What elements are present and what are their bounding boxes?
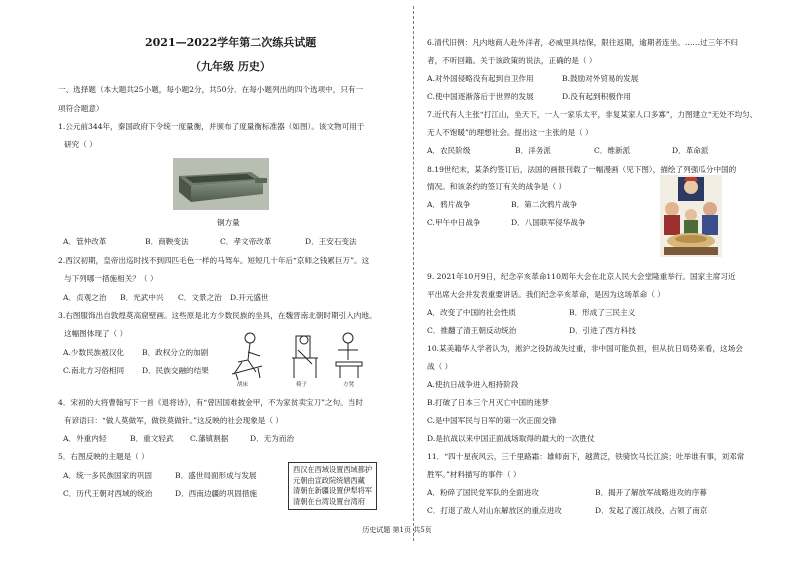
fig-label-3: 方凳 (343, 382, 355, 388)
q4-stem: 4．宋初的大将曹翰写下一首《退将诗》，有“曾因国难披金甲，不为家贫卖宝刀”之句。当时 (58, 398, 363, 407)
q7-option-a[interactable]: A．农民阶级 (427, 146, 471, 155)
q11-stem-cont: 胜军。”材料描写的事件（ ） (427, 470, 521, 479)
q8-option-a[interactable]: A．鸦片战争 (427, 200, 471, 209)
q7-option-b[interactable]: B．洋务派 (515, 146, 551, 155)
q9-option-b[interactable]: B．形成了三民主义 (569, 308, 636, 317)
q11-option-c[interactable]: C．打退了敌人对山东解放区的重点进攻 (427, 506, 562, 515)
q1-option-d[interactable]: D．王安石变法 (305, 237, 357, 246)
q3-stem: 3.右图服饰出自敦煌莫高窟壁画。这些原是北方少数民族的坐具，在魏晋南北朝时期引入内地。 (58, 311, 377, 320)
q1-caption: 铜方量 (217, 218, 240, 227)
q4-stem-cont: 有谚语曰：“做人莫做军，做铁莫做针。”这反映的社会现象是（ ） (64, 416, 283, 425)
q10-option-c[interactable]: C.是中国军民与日军的第一次正面交锋 (427, 416, 557, 425)
q2-stem-cont: 与下列哪一措施相关？（ ） (64, 274, 158, 283)
q10-stem: 10.某美籍华人学者认为，淞沪之役防战失过重，非中国可能负担，但从抗日局势来看，这场会 (427, 344, 743, 353)
page-title: 2021—2022学年第二次练兵试题 (145, 36, 317, 49)
q9-stem: 9. 2021年10月9日，纪念辛亥革命110周年大会在北京人民大会堂隆重举行。国家主席习近 (427, 272, 736, 281)
q1-option-c[interactable]: C．孝文帝改革 (220, 237, 272, 246)
q10-option-a[interactable]: A.使抗日战争进入相持阶段 (427, 380, 519, 389)
q3-option-b[interactable]: B．政权分立的加剧 (142, 348, 209, 357)
dunhuang-furniture-figure (228, 330, 378, 388)
q5-option-b[interactable]: B．盛世局面形成与发展 (175, 471, 257, 480)
q4-option-d[interactable]: D．无为而治 (250, 434, 295, 443)
q2-option-a[interactable]: A．贞观之治 (63, 293, 107, 302)
q6-option-c[interactable]: C.使中国逐渐落后于世界的发展 (427, 92, 534, 101)
q5-box-line-2: 元朝由宣政院统辖西藏 (293, 475, 365, 485)
q8-option-c[interactable]: C.甲午中日战争 (427, 218, 481, 227)
section-heading-cont: 项符合题意） (58, 104, 104, 113)
q5-info-box (288, 462, 377, 510)
page-footer: 历史试题 第1页 共5页 (362, 526, 432, 534)
q9-option-a[interactable]: A．改变了中国的社会性质 (427, 308, 517, 317)
fig-label-1: 胡床 (237, 382, 249, 388)
q10-option-d[interactable]: D.是抗战以来中国正面战场取得的最大的一次胜仗 (427, 434, 595, 443)
q11-option-d[interactable]: D．发起了渡江战役，占领了南京 (595, 506, 708, 515)
column-divider (413, 6, 414, 541)
q2-stem: 2.西汉初期，皇帝出巡时找不到四匹毛色一样的马驾车。短短几十年后“京师之钱累巨万”。这 (58, 256, 370, 265)
q3-option-d[interactable]: D．民族交融的结果 (142, 366, 209, 375)
q8-stem-cont: 情况。和该条约的签订有关的战争是（ ） (427, 182, 567, 191)
q6-stem-cont: 者，不听回籍。关于该政策的说法，正确的是（ ） (427, 56, 597, 65)
q1-stem: 1.公元前344年，秦国政府下令统一度量衡，并颁布了度量衡标准器（如图）。该文物可用于 (58, 122, 365, 131)
q4-option-a[interactable]: A．外重内轻 (63, 434, 107, 443)
fig-label-2: 椅子 (296, 382, 308, 388)
q11-option-b[interactable]: B．揭开了解放军战略进攻的序幕 (595, 488, 707, 497)
q3-option-a[interactable]: A.少数民族被汉化 (63, 348, 125, 357)
q7-stem-cont: 无人不饱暖”的理想社会。提出这一主张的是（ ） (427, 128, 593, 137)
q6-stem: 6.清代旧例：凡内地商人赴外洋者，必威里具结保，限往返期，逾期者连坐。……过三年不归 (427, 38, 738, 47)
q11-stem: 11．“四十星夜风云，三千里路霜：雄师南下，越黄泛，铁骑饮马长江滨；吐举谁有事，刘邓常 (427, 452, 745, 461)
q9-option-d[interactable]: D．引进了西方科技 (569, 326, 636, 335)
q8-stem: 8.19世纪末，某条约签订后，法国的画报刊载了一幅漫画（见下图），描绘了列强瓜分中国的 (427, 165, 737, 174)
q8-option-d[interactable]: D．八国联军侵华战争 (511, 218, 586, 227)
q2-option-d[interactable]: D.开元盛世 (230, 293, 269, 302)
q6-option-b[interactable]: B.鼓励对外贸易的发展 (562, 74, 639, 83)
q6-option-a[interactable]: A.对外国侵略没有起到自卫作用 (427, 74, 534, 83)
q8-option-b[interactable]: B．第二次鸦片战争 (511, 200, 578, 209)
partition-cartoon-figure (660, 175, 722, 257)
q7-option-d[interactable]: D．革命派 (672, 146, 709, 155)
q9-stem-cont: 平出席大会并发表重要讲话。我们纪念辛亥革命，是因为这场革命（ ） (427, 290, 665, 299)
q3-option-c[interactable]: C.南北方习俗相同 (63, 366, 125, 375)
q5-stem: 5．右图反映的主题是（ ） (58, 452, 149, 461)
q7-stem: 7.近代有人主张“打江山，坐天下，一人一家乐太平，非复某家人口多寡”，力图建立“无处不均匀、 (427, 110, 758, 119)
q10-stem-cont: 战（ ） (427, 362, 453, 371)
q1-option-a[interactable]: A．管仲改革 (63, 237, 107, 246)
q5-box-line-4: 清朝在台湾设置台湾府 (293, 496, 365, 506)
q11-option-a[interactable]: A．粉碎了国民党军队的全面进攻 (427, 488, 539, 497)
q1-stem-cont: 研究（ ） (64, 140, 97, 149)
q3-stem-cont: 这幅图体现了（ ） (64, 329, 128, 338)
q5-option-a[interactable]: A．统一多民族国家的巩固 (63, 471, 153, 480)
q7-option-c[interactable]: C．维新派 (594, 146, 631, 155)
q6-option-d[interactable]: D.没有起到积极作用 (562, 92, 631, 101)
bronze-measure-figure (173, 158, 269, 210)
q9-option-c[interactable]: C．推翻了清王朝反动统治 (427, 326, 517, 335)
q5-box-line-1: 西汉在西域设置西域都护 (293, 465, 373, 474)
q2-option-c[interactable]: C．文景之治 (178, 293, 222, 302)
q2-option-b[interactable]: B．光武中兴 (120, 293, 164, 302)
page-subtitle: （九年级 历史） (190, 60, 271, 73)
q5-option-c[interactable]: C．历代王朝对西域的统治 (63, 489, 153, 498)
q4-option-c[interactable]: C.藩镇割据 (190, 434, 229, 443)
q5-option-d[interactable]: D．西南边疆的巩固措施 (175, 489, 258, 498)
q5-box-line-3: 清朝在新疆设置伊犁将军 (293, 486, 373, 495)
q10-option-b[interactable]: B.打破了日本三个月灭亡中国的迷梦 (427, 398, 549, 407)
q1-option-b[interactable]: B．商鞅变法 (145, 237, 189, 246)
q4-option-b[interactable]: B．重文轻武 (130, 434, 174, 443)
section-heading: 一、选择题（本大题共25小题，每小题2分，共50分．在每小题列出的四个选项中，只有一 (58, 85, 364, 94)
